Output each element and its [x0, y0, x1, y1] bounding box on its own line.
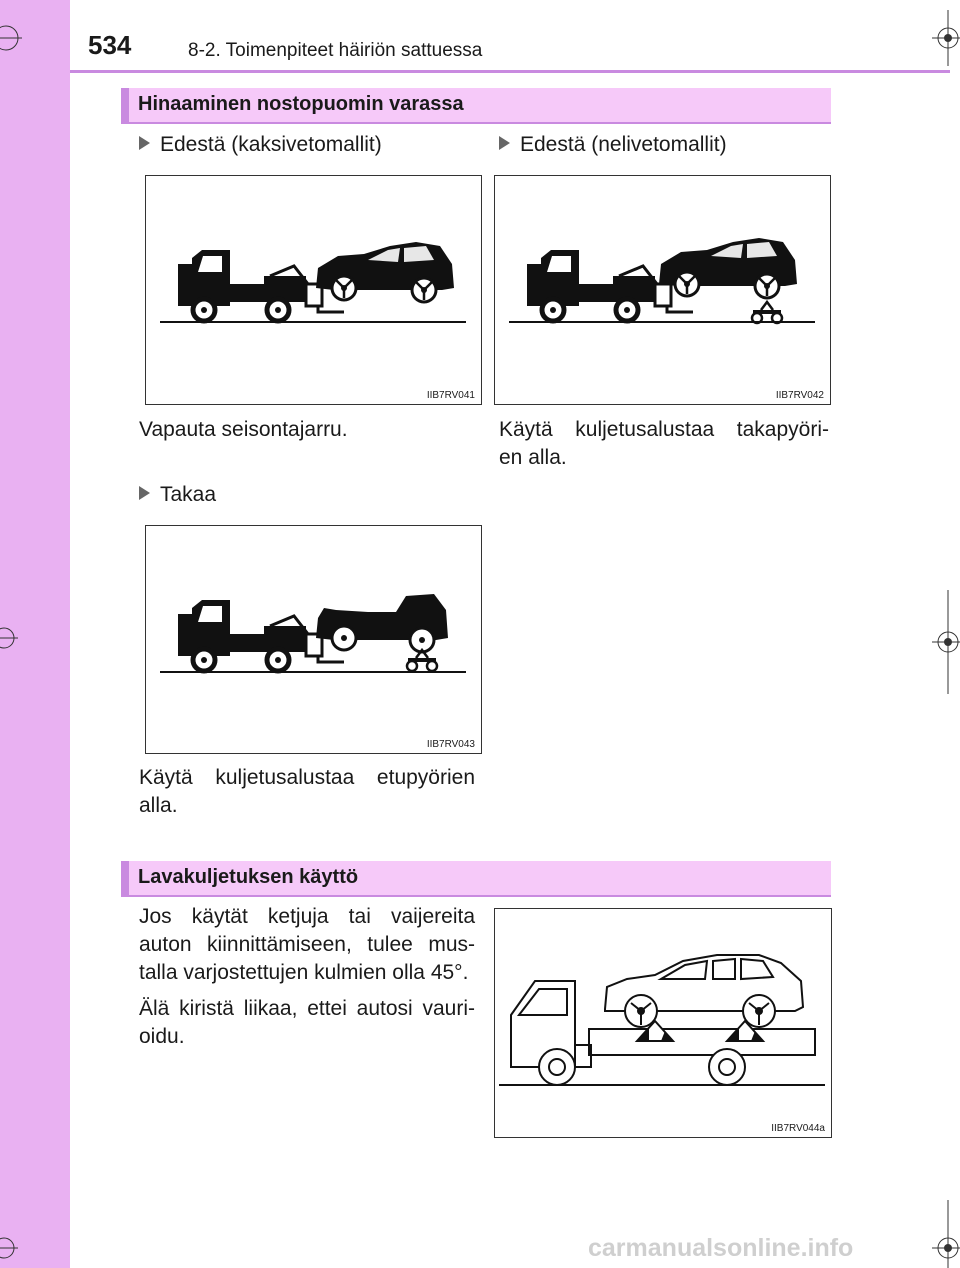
crop-mark-top-left — [0, 20, 40, 60]
para1-line3: talla varjostettujen kulmien olla 45°. — [139, 961, 469, 984]
figure-code: IIB7RV044a — [771, 1123, 825, 1134]
item-text-front-2wd: Vapauta seisontajarru. — [139, 418, 348, 441]
item-text-rear-line1: Käytä kuljetusalustaa etupyörien — [139, 766, 475, 789]
crop-mark-top-right — [922, 10, 960, 70]
figure-code: IIB7RV042 — [775, 390, 824, 401]
item-heading-front-4wd — [499, 131, 727, 159]
section-title: Hinaaminen nostopuomin varassa — [138, 93, 464, 115]
header-rule — [70, 70, 950, 73]
figure-code: IIB7RV043 — [426, 739, 475, 750]
para2-line2: oidu. — [139, 1025, 185, 1048]
item-text-front-4wd-line2: en alla. — [499, 446, 567, 469]
crop-mark-mid-left — [0, 620, 30, 660]
crop-mark-bottom-right — [922, 1200, 960, 1268]
para2-line1: Älä kiristä liikaa, ettei autosi vauri- — [139, 997, 475, 1020]
crop-mark-mid-right — [922, 590, 960, 700]
item-heading-text: Edestä (kaksivetomallit) — [160, 133, 382, 156]
figure-front-2wd — [145, 175, 482, 405]
item-heading-rear — [139, 481, 216, 509]
page-number: 534 — [88, 30, 132, 60]
item-heading-front-2wd — [139, 131, 382, 159]
para1-line1: Jos käytät ketjuja tai vaijereita — [139, 905, 475, 928]
figure-rear — [145, 525, 482, 754]
section-heading-flatbed — [121, 861, 831, 897]
section-heading-tow-truck — [121, 88, 831, 124]
tow-truck-rear-illustration — [146, 526, 481, 753]
item-heading-text: Edestä (nelivetomallit) — [520, 133, 727, 156]
figure-front-4wd — [494, 175, 831, 405]
arrow-right-icon — [139, 486, 150, 500]
item-heading-text: Takaa — [160, 483, 217, 506]
figure-flatbed — [494, 908, 832, 1138]
item-text-front-4wd-line1: Käytä kuljetusalustaa takapyöri- — [499, 418, 829, 441]
item-text-rear-line2: alla. — [139, 794, 178, 817]
flatbed-truck-illustration — [495, 909, 831, 1137]
section-title: Lavakuljetuksen käyttö — [138, 866, 359, 888]
arrow-right-icon — [139, 136, 150, 150]
watermark: carmanualsonline.info — [588, 1234, 854, 1262]
figure-code: IIB7RV041 — [426, 390, 475, 401]
tow-truck-dolly-illustration — [495, 176, 830, 404]
tow-truck-illustration — [146, 176, 481, 404]
chapter-title: 8-2. Toimenpiteet häiriön sattuessa — [188, 40, 483, 61]
crop-mark-bottom-left — [0, 1230, 30, 1268]
para1-line2: auton kiinnittämiseen, tulee mus- — [139, 933, 475, 956]
arrow-right-icon — [499, 136, 510, 150]
